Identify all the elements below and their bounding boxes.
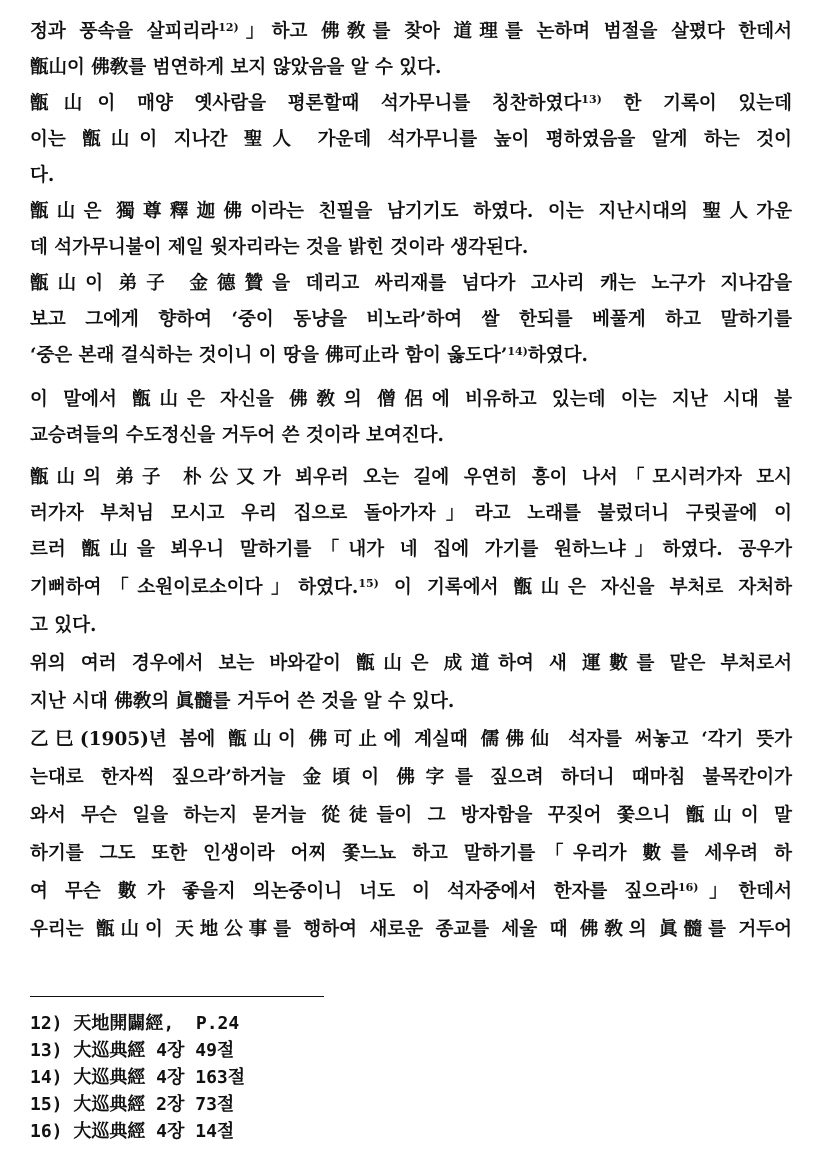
- body-text-line: [30, 727, 792, 753]
- footnote-entry: 16) 大巡典經 4장 14절: [30, 1121, 235, 1142]
- body-text-line: [30, 235, 792, 261]
- line-text: 여 무슨 數가 좋을지 의논중이니 너도 이 석자중에서 한자를 짚으라: [30, 881, 678, 902]
- line-text: 이 말에서 甑山은 자신을 佛敎의 僧侶에 비유하고 있는데 이는 지난 시대 불: [30, 389, 792, 410]
- line-text: 하기를 그도 또한 인생이라 어찌 쫓느뇨 하고 말하기를「우리가 數를 세우려 하: [30, 843, 792, 864]
- footnote-ref: 12): [218, 21, 239, 34]
- line-text: 우리는 甑山이 天地公事를 행하여 새로운 종교를 세울 때 佛敎의 眞髓를 거두어: [30, 919, 792, 940]
- line-text: 보고 그에게 향하여 ‘중이 동냥을 비노라’하여 쌀 한되를 베풀게 하고 말하기를: [30, 309, 792, 330]
- footnote-entry: 12) 天地開闢經, P.24: [30, 1013, 240, 1034]
- line-text: 다.: [30, 165, 55, 186]
- line-text: 위의 여러 경우에서 보는 바와같이 甑山은 成道하여 새 運數를 맡은 부처로서: [30, 653, 792, 674]
- line-text-continued: 」한데서: [698, 881, 792, 902]
- footnote-ref: 13): [581, 93, 602, 106]
- footnote-divider: [30, 996, 324, 997]
- line-text: 고 있다.: [30, 615, 97, 636]
- line-text: ‘중은 본래 걸식하는 것이니 이 땅을 佛可止라 함이 옳도다’: [30, 345, 508, 366]
- line-text: 甑山은 獨尊釋迦佛이라는 친필을 남기기도 하였다. 이는 지난시대의 聖人가운: [30, 201, 792, 222]
- body-text-line: [30, 537, 792, 563]
- line-text: 러가자 부처님 모시고 우리 집으로 돌아가자」라고 노래를 불렀더니 구릿골에 이: [30, 503, 792, 524]
- body-text-line: [30, 689, 792, 715]
- line-text-continued: 한 기록이 있는데: [601, 93, 793, 114]
- footnote-ref: 14): [507, 345, 528, 358]
- body-text-line: [30, 917, 792, 943]
- body-text-line: [30, 803, 792, 829]
- line-text: 와서 무슨 일을 하는지 묻거늘 從徒들이 그 방자함을 꾸짖어 쫓으니 甑山이 말: [30, 805, 792, 826]
- footnote-ref: 16): [677, 881, 699, 894]
- footnote-ref: 15): [358, 577, 379, 590]
- line-text: 이는 甑山이 지나간 聖人 가운데 석가무니를 높이 평하였음을 알게 하는 것이: [30, 129, 792, 150]
- footnote-entry: 13) 大巡典經 4장 49절: [30, 1040, 235, 1061]
- body-text-line: [30, 575, 792, 601]
- body-text-line: [30, 55, 792, 81]
- body-text-line: [30, 501, 792, 527]
- body-text-line: [30, 307, 792, 333]
- footnote-entry: 14) 大巡典經 4장 163절: [30, 1067, 246, 1088]
- body-text-line: [30, 199, 792, 225]
- body-text-line: [30, 163, 792, 189]
- line-text: 기뻐하여「소원이로소이다」하였다.: [30, 577, 359, 598]
- line-text: 甑山이 弟子 金德贊을 데리고 싸리재를 넘다가 고사리 캐는 노구가 지나감을: [30, 273, 792, 294]
- body-text-line: [30, 651, 792, 677]
- body-text-line: [30, 423, 792, 449]
- body-text-line: [30, 879, 792, 905]
- footnote-entry: 15) 大巡典經 2장 73절: [30, 1094, 235, 1115]
- line-text: 甑山이 매양 옛사람을 평론할때 석가무니를 칭찬하였다: [30, 93, 582, 114]
- line-text: 甑山의 弟子 朴公又가 뵈우러 오는 길에 우연히 흥이 나서「모시러가자 모시: [30, 467, 792, 488]
- line-text: 데 석가무니불이 제일 윗자리라는 것을 밝힌 것이라 생각된다.: [30, 237, 529, 258]
- line-text: 정과 풍속을 살피리라: [30, 21, 219, 42]
- line-text-continued: 」하고 佛敎를 찾아 道理를 논하며 범절을 살폈다 한데서: [238, 21, 792, 42]
- body-text-line: [30, 841, 792, 867]
- body-text-line: [30, 613, 792, 639]
- body-text-line: [30, 343, 792, 369]
- body-text-line: [30, 765, 792, 791]
- line-text-continued: 이 기록에서 甑山은 자신을 부처로 자처하: [378, 577, 793, 598]
- body-text-line: [30, 387, 792, 413]
- line-text: 르러 甑山을 뵈우니 말하기를「내가 네 집에 가기를 원하느냐」하였다. 공우가: [30, 539, 792, 560]
- line-text: 甑山이 佛敎를 범연하게 보지 않았음을 알 수 있다.: [30, 57, 442, 78]
- line-text-continued: 하였다.: [527, 345, 588, 366]
- body-text-line: [30, 19, 792, 45]
- body-text-line: [30, 465, 792, 491]
- line-text: 乙巳(1905)년 봄에 甑山이 佛可止에 계실때 儒佛仙 석자를 써놓고 ‘각기 뜻가: [30, 729, 792, 750]
- body-text-line: [30, 91, 792, 117]
- body-text-line: [30, 127, 792, 153]
- line-text: 는대로 한자씩 짚으라’하거늘 金頃이 佛字를 짚으려 하더니 때마침 불목칸이가: [30, 767, 792, 788]
- body-text-line: [30, 271, 792, 297]
- line-text: 교승려들의 수도정신을 거두어 쓴 것이라 보여진다.: [30, 425, 444, 446]
- line-text: 지난 시대 佛敎의 眞髓를 거두어 쓴 것을 알 수 있다.: [30, 691, 455, 712]
